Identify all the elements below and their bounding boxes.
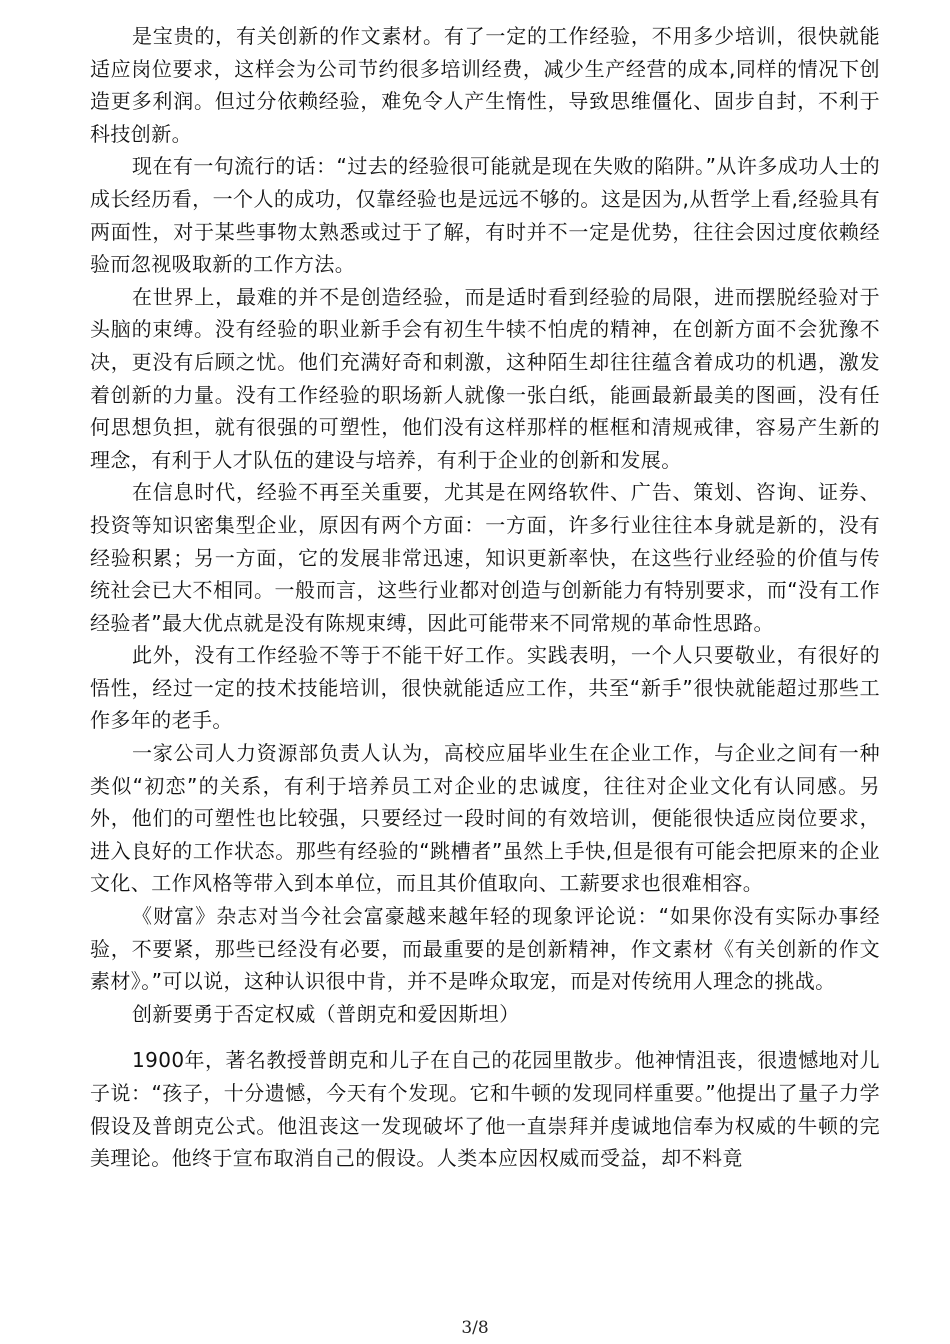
page-number: 3/8 bbox=[461, 1318, 489, 1338]
paragraph-7: 《财富》杂志对当今社会富豪越来越年轻的现象评论说：“如果你没有实际办事经验，不要紧，那些已经没有必要，而最重要的是创新精神，作文素材《有关创新的作文素材》。”可以说，这种认识很中肯，并不是哗众取宠，而是对传统用人理念的挑战。 bbox=[90, 904, 880, 994]
paragraph-3: 在世界上，最难的并不是创造经验，而是适时看到经验的局限，进而摆脱经验对于头脑的束缚。没有经验的职业新手会有初生牛犊不怕虎的精神，在创新方面不会犹豫不决，更没有后顾之忧。他们充满好奇和刺激，这种陌生却往往蕴含着成功的机遇，激发着创新的力量。没有工作经验的职场新人就像一张白纸，能画最新最美的图画，没有任何思想负担，就有很强的可塑性，他们没有这样那样的框框和清规戒律，容易产生新的理念，有利于人才队伍的建设与培养，有利于企业的创新和发展。 bbox=[90, 284, 880, 472]
document-body bbox=[90, 20, 880, 1175]
paragraph-1: 是宝贵的，有关创新的作文素材。有了一定的工作经验，不用多少培训，很快就能适应岗位要求，这样会为公司节约很多培训经费，减少生产经营的成本,同样的情况下创造更多利润。但过分依赖经验，难免令人产生惰性，导致思维僵化、固步自封，不利于科技创新。 bbox=[90, 24, 880, 146]
paragraph-5: 此外，没有工作经验不等于不能干好工作。实践表明，一个人只要敬业，有很好的悟性，经过一定的技术技能培训，很快就能适应工作，共至“新手”很快就能超过那些工作多年的老手。 bbox=[90, 643, 880, 733]
paragraph-6: 一家公司人力资源部负责人认为，高校应届毕业生在企业工作，与企业之间有一种类似“初恋”的关系，有利于培养员工对企业的忠诚度，往往对企业文化有认同感。另外，他们的可塑性也比较强，只要经过一段时间的有效培训，便能很快适应岗位要求，进入良好的工作状态。那些有经验的“跳槽者”虽然上手快,但是很有可能会把原来的企业文化、工作风格等带入到本单位，而且其价值取向、工薪要求也很难相容。 bbox=[90, 741, 880, 896]
paragraph-2: 现在有一句流行的话：“过去的经验很可能就是现在失败的陷阱。”从许多成功人士的成长经历看，一个人的成功，仅靠经验也是远远不够的。这是因为,从哲学上看,经验具有两面性，对于某些事物太熟悉或过于了解，有时并不一定是优势，往往会因过度依赖经验而忽视吸取新的工作方法。 bbox=[90, 154, 880, 277]
section-heading: 创新要勇于否定权威（普朗克和爱因斯坦） bbox=[132, 1001, 520, 1026]
paragraph-4: 在信息时代，经验不再至关重要，尤其是在网络软件、广告、策划、咨询、证券、投资等知识密集型企业，原因有两个方面：一方面，许多行业往往本身就是新的，没有经验积累；另一方面，它的发展非常迅速，知识更新率快，在这些行业经验的价值与传统社会已大不相同。一般而言，这些行业都对创造与创新能力有特别要求，而“没有工作经验者”最大优点就是没有陈规束缚，因此可能带来不同常规的革命性思路。 bbox=[90, 480, 880, 635]
paragraph-8: 1900年，著名教授普朗克和儿子在自己的花园里散步。他神情沮丧，很遗憾地对儿子说：“孩子，十分遗憾，今天有个发现。它和牛顿的发现同样重要。”他提出了量子力学假设及普朗克公式。他沮丧这一发现破坏了他一直崇拜并虔诚地信奉为权威的牛顿的完美理论。他终于宣布取消自己的假设。人类本应因权威而受益，却不料竟 bbox=[90, 1048, 880, 1171]
